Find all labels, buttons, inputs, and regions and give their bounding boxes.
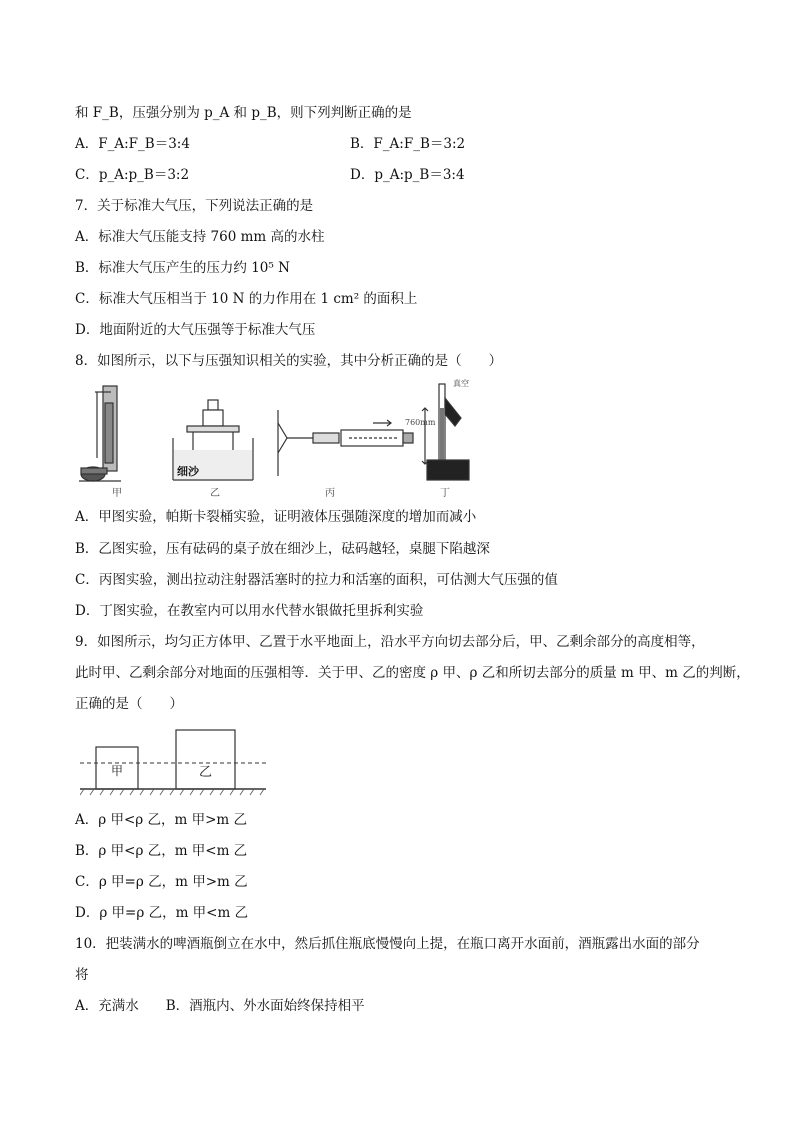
q6-option-d: D．p_A:p_B＝3:4 [350,167,465,183]
q10-stem-line2: 将 [75,967,89,983]
figure-ding-torricelli [422,384,469,480]
q6-option-b: B．F_A:F_B＝3:2 [350,136,466,152]
figure-label-jia: 甲 [112,488,122,499]
q9-stem-line3: 正确的是（ ） [75,696,183,712]
cube-yi [176,730,235,789]
q8-figure-drawing [75,378,475,500]
q10-options-ab: A．充满水 B．酒瓶内、外水面始终保持相平 [75,998,365,1014]
q8-figure [75,378,475,500]
q10-stem-line1: 10．把装满水的啤酒瓶倒立在水中，然后抓住瓶底慢慢向上提，在瓶口离开水面前，酒瓶露出水面的部分 [75,936,700,952]
figure-label-ding: 丁 [440,488,450,499]
ground-hatching [80,789,264,795]
q9-stem-line1: 9．如图所示，均匀正方体甲、乙置于水平地面上，沿水平方向切去部分后，甲、乙剩余部分的高度相等， [75,634,705,650]
q9-stem-line2: 此时甲、乙剩余部分对地面的压强相等．关于甲、乙的密度 ρ 甲、ρ 乙和所切去部分的质量 m 甲、m 乙的判断， [75,665,750,681]
q9-option-a: A．ρ 甲<ρ 乙，m 甲>m 乙 [75,812,248,828]
q7-option-c: C．标准大气压相当于 10 N 的力作用在 1 cm² 的面积上 [75,291,418,307]
q8-option-a: A．甲图实验，帕斯卡裂桶实验，证明液体压强随深度的增加而减小 [75,509,477,525]
q9-figure [80,725,270,800]
q6-option-a: A．F_A:F_B＝3:4 [75,136,190,152]
q8-option-c: C．丙图实验，测出拉动注射器活塞时的拉力和活塞的面积，可估测大气压强的值 [75,572,558,588]
figure-label-yi: 乙 [210,488,220,499]
cube-yi-label: 乙 [199,765,213,780]
figure-sand-label: 细沙 [177,465,199,478]
figure-label-bing: 丙 [325,488,335,499]
q8-option-b: B．乙图实验，压有砝码的桌子放在细沙上，砝码越轻，桌腿下陷越深 [75,541,490,557]
figure-vacuum-label: 真空 [453,379,469,388]
figure-height-label: 760mm [405,418,436,427]
q6-tail: 和 F_B，压强分别为 p_A 和 p_B，则下列判断正确的是 [75,105,412,121]
q7-option-d: D．地面附近的大气压强等于标准大气压 [75,322,316,338]
cube-jia-label: 甲 [111,764,124,778]
q9-option-c: C．ρ 甲=ρ 乙，m 甲>m 乙 [75,874,248,890]
figure-jia-barrel [79,386,121,481]
q7-option-b: B．标准大气压产生的压力约 10⁵ N [75,260,290,276]
q7-option-a: A．标准大气压能支持 760 mm 高的水柱 [75,229,325,245]
q8-option-d: D．丁图实验，在教室内可以用水代替水银做托里拆利实验 [75,603,424,619]
q9-option-b: B．ρ 甲<ρ 乙，m 甲<m 乙 [75,843,248,859]
q6-option-c: C．p_A:p_B＝3:2 [75,167,190,183]
figure-bing-syringe [278,410,413,476]
q9-option-d: D．ρ 甲=ρ 乙，m 甲<m 乙 [75,905,249,921]
q9-figure-drawing [80,725,270,800]
q8-stem: 8．如图所示，以下与压强知识相关的实验，其中分析正确的是（ ） [75,353,503,369]
q7-stem: 7．关于标准大气压，下列说法正确的是 [75,198,314,214]
